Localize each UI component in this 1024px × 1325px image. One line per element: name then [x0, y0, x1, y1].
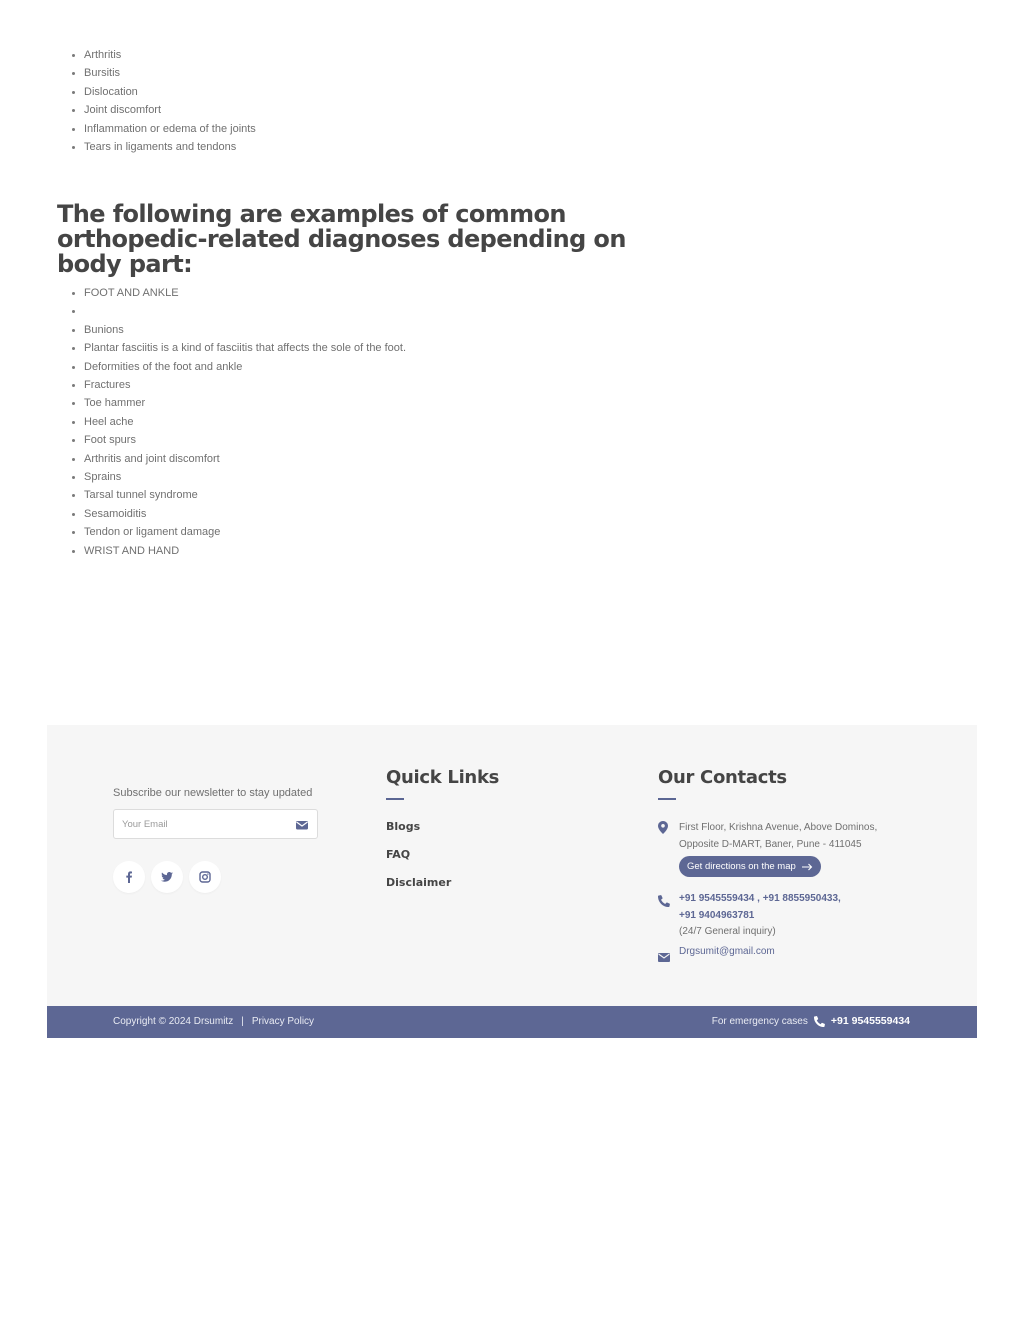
bottom-bar	[47, 1006, 977, 1038]
list-item: • WRIST AND HAND	[84, 542, 406, 560]
directions-label: Get directions on the map	[687, 861, 796, 872]
facebook-icon[interactable]	[113, 861, 145, 893]
list-item: • Toe hammer	[84, 394, 406, 412]
list-item: • Fractures	[84, 376, 406, 394]
title-divider	[658, 798, 676, 800]
list-item: • Foot spurs	[84, 431, 406, 449]
emergency-number[interactable]: +91 9545559434	[830, 1015, 910, 1027]
link-blogs[interactable]: Blogs	[386, 820, 421, 833]
list-item: • Plantar fasciitis is a kind of fasciitis that affects the sole of the foot.	[84, 339, 406, 357]
conditions-list	[0, 46, 256, 156]
get-directions-button[interactable]	[679, 856, 821, 877]
phone-line[interactable]: +91 9545559434 , +91 8855950433,	[679, 893, 841, 904]
list-item: • Tarsal tunnel syndrome	[84, 486, 406, 504]
list-item: • Tears in ligaments and tendons	[84, 138, 256, 156]
address-line: Opposite D-MART, Baner, Pune - 411045	[679, 838, 862, 850]
email-link[interactable]: Drgsumit@gmail.com	[679, 946, 775, 957]
phone-icon	[814, 1016, 825, 1027]
list-item: • Bunions	[84, 321, 406, 339]
envelope-icon[interactable]	[295, 818, 309, 830]
instagram-icon[interactable]	[189, 861, 221, 893]
privacy-policy-link[interactable]: Privacy Policy	[251, 1016, 315, 1027]
list-item: • Deformities of the foot and ankle	[84, 358, 406, 376]
email-input[interactable]	[114, 810, 292, 838]
phone-note: (24/7 General inquiry)	[679, 926, 776, 937]
list-item: • FOOT AND ANKLE	[84, 284, 406, 302]
address	[679, 820, 899, 853]
contacts-title: Our Contacts	[658, 767, 787, 788]
separator: |	[241, 1016, 244, 1027]
list-item: • Arthritis and joint discomfort	[84, 450, 406, 468]
site-footer	[47, 725, 977, 1006]
arrow-right-icon	[802, 863, 813, 871]
list-item: • Inflammation or edema of the joints	[84, 120, 256, 138]
list-item	[84, 302, 406, 320]
list-item: • Arthritis	[84, 46, 256, 64]
newsletter-label: Subscribe our newsletter to stay updated	[113, 787, 313, 799]
link-disclaimer[interactable]: Disclaimer	[386, 876, 452, 889]
copyright	[113, 1016, 314, 1027]
list-item: • Sesamoiditis	[84, 505, 406, 523]
link-faq[interactable]: FAQ	[386, 848, 411, 861]
diagnoses-heading: The following are examples of common orthopedic-related diagnoses depending on body part:	[57, 200, 626, 278]
title-divider	[386, 798, 404, 800]
list-item: • Joint discomfort	[84, 101, 256, 119]
list-item: • Dislocation	[84, 83, 256, 101]
list-item: • Bursitis	[84, 64, 256, 82]
diagnoses-list	[0, 284, 406, 560]
list-item: • Sprains	[84, 468, 406, 486]
newsletter-form	[113, 809, 318, 839]
phone-numbers	[679, 891, 899, 941]
copyright-text: Copyright © 2024 Drsumitz	[113, 1016, 234, 1027]
map-pin-icon	[658, 821, 668, 839]
phone-icon	[658, 894, 670, 912]
list-item: • Heel ache	[84, 413, 406, 431]
social-links	[113, 861, 221, 893]
list-item: • Tendon or ligament damage	[84, 523, 406, 541]
phone-line[interactable]: +91 9404963781	[679, 909, 755, 921]
mail-icon	[658, 949, 670, 967]
quick-links-title: Quick Links	[386, 767, 500, 788]
emergency-label: For emergency cases	[711, 1015, 808, 1027]
emergency-contact	[712, 1015, 910, 1027]
twitter-icon[interactable]	[151, 861, 183, 893]
address-line: First Floor, Krishna Avenue, Above Dominos,	[679, 822, 878, 833]
